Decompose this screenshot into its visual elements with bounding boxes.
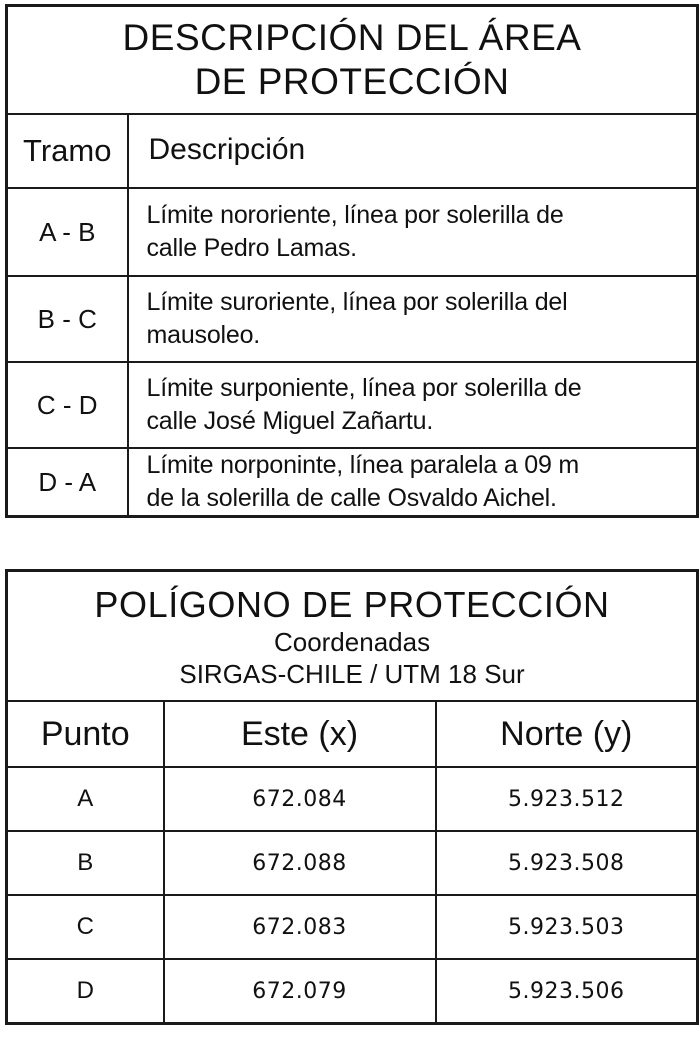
area-table-title-line2: DE PROTECCIÓN bbox=[194, 61, 510, 102]
table-row bbox=[7, 895, 698, 959]
tramo-cell: C - D bbox=[7, 362, 128, 448]
norte-cell: 5.923.508 bbox=[436, 831, 698, 895]
punto-cell: A bbox=[7, 767, 164, 831]
polygon-table-datum: SIRGAS-CHILE / UTM 18 Sur bbox=[179, 659, 525, 689]
norte-cell: 5.923.512 bbox=[436, 767, 698, 831]
description-line: Límite norponinte, línea paralela a 09 m bbox=[146, 451, 580, 479]
description-line: calle José Miguel Zañartu. bbox=[146, 407, 434, 435]
description-line: mausoleo. bbox=[146, 321, 261, 349]
area-table-header-row bbox=[7, 114, 698, 188]
norte-cell: 5.923.503 bbox=[436, 895, 698, 959]
area-table-title-line1: DESCRIPCIÓN DEL ÁREA bbox=[122, 17, 582, 58]
este-cell: 672.083 bbox=[164, 895, 436, 959]
header-punto: Punto bbox=[7, 701, 164, 767]
este-cell: 672.079 bbox=[164, 959, 436, 1024]
polygon-coordinates-table bbox=[5, 569, 699, 1025]
header-este: Este (x) bbox=[164, 701, 436, 767]
punto-cell: D bbox=[7, 959, 164, 1024]
table-row bbox=[7, 362, 698, 448]
tramo-cell: D - A bbox=[7, 448, 128, 517]
description-cell bbox=[128, 362, 698, 448]
description-cell bbox=[128, 188, 698, 276]
polygon-table-title-main: POLÍGONO DE PROTECCIÓN bbox=[94, 584, 610, 625]
description-line: calle Pedro Lamas. bbox=[146, 234, 357, 262]
header-tramo: Tramo bbox=[7, 114, 128, 188]
table-row bbox=[7, 276, 698, 362]
este-cell: 672.084 bbox=[164, 767, 436, 831]
polygon-table-title-row bbox=[7, 571, 698, 702]
polygon-table-subtitle: Coordenadas bbox=[273, 627, 431, 657]
table-row bbox=[7, 959, 698, 1024]
table-row bbox=[7, 188, 698, 276]
punto-cell: B bbox=[7, 831, 164, 895]
description-line: de la solerilla de calle Osvaldo Aichel. bbox=[146, 484, 557, 512]
tramo-cell: B - C bbox=[7, 276, 128, 362]
description-line: Límite suroriente, línea por solerilla del bbox=[146, 288, 568, 316]
area-description-table bbox=[5, 4, 699, 518]
table-row bbox=[7, 448, 698, 517]
table-row bbox=[7, 831, 698, 895]
description-cell bbox=[128, 276, 698, 362]
tramo-cell: A - B bbox=[7, 188, 128, 276]
polygon-table-title bbox=[7, 571, 698, 702]
norte-cell: 5.923.506 bbox=[436, 959, 698, 1024]
area-table-title-row bbox=[7, 6, 698, 115]
table-row bbox=[7, 767, 698, 831]
area-table-title bbox=[7, 6, 698, 115]
description-line: Límite nororiente, línea por solerilla de bbox=[146, 201, 564, 229]
header-descripcion: Descripción bbox=[128, 114, 698, 188]
este-cell: 672.088 bbox=[164, 831, 436, 895]
punto-cell: C bbox=[7, 895, 164, 959]
polygon-table-header-row bbox=[7, 701, 698, 767]
header-norte: Norte (y) bbox=[436, 701, 698, 767]
description-cell bbox=[128, 448, 698, 517]
description-line: Límite surponiente, línea por solerilla de bbox=[146, 374, 582, 402]
